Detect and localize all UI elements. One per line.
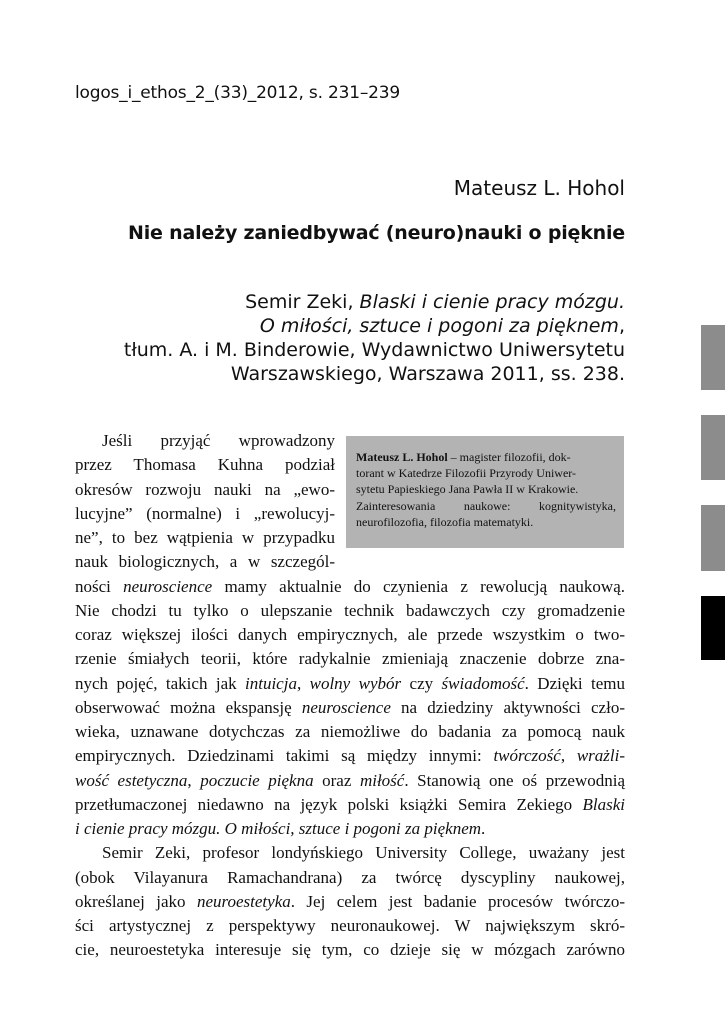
- bio-line: Zainteresowania naukowe: kognitywistyka,: [356, 498, 616, 513]
- body-line: empirycznych. Dziedzinami takimi są między innymi: twórczość, wrażli-: [75, 746, 626, 766]
- bib-line-3: tłum. A. i M. Binderowie, Wydawnictwo Uniwersytetu: [123, 339, 625, 361]
- article-author: Mateusz L. Hohol: [453, 176, 625, 200]
- body-line: rzenie śmiałych teorii, które radykalnie zmieniają znaczenie dobrze zna-: [75, 649, 625, 669]
- body-line: ści artystycznej z perspektywy neuronaukowej. W największym skró-: [75, 916, 625, 935]
- body-line: przetłumaczonej niedawno na język polski książki Semira Zekiego Blaski: [75, 794, 625, 814]
- bib-line-4: Warszawskiego, Warszawa 2011, ss. 238.: [230, 363, 625, 385]
- body-line: (obok Vilayanura Ramachandrana) za twórcę dyscypliny naukowej,: [75, 867, 625, 887]
- body-line: wość estetyczna, poczucie piękna oraz miłość. Stanowią one oś przewodnią: [75, 770, 626, 790]
- section-tab: [701, 505, 725, 571]
- body-line: obserwować można ekspansję neuroscience na dziedziny aktywności czło-: [75, 697, 625, 717]
- section-tab: [701, 415, 725, 480]
- bib-line-2: O miłości, sztuce i pogoni za pięknem,: [259, 315, 625, 337]
- body-line: Jeśli przyjąć wprowadzony: [102, 431, 335, 450]
- body-line: wieka, uznawane dotychczas za niemożliwe do badania za pomocą nauk: [75, 722, 625, 741]
- running-header: logos_i_ethos_2_(33)_2012, s. 231–239: [75, 83, 400, 103]
- body-line: Semir Zeki, profesor londyńskiego University College, uważany jest: [102, 843, 625, 863]
- bio-line: torant w Katedrze Filozofii Przyrody Uniwer-: [356, 466, 577, 481]
- body-line: i cienie pracy mózgu. O miłości, sztuce i pogoni za pięknem.: [75, 819, 486, 838]
- section-tab: [701, 325, 725, 390]
- body-line: przez Thomasa Kuhna podział: [75, 455, 335, 475]
- body-line: okresów rozwoju nauki na „ewo-: [75, 479, 335, 499]
- body-line: cie, neuroestetyka interesuje się tym, co dzieje się w mózgach zarówno: [75, 940, 625, 960]
- body-line: nych pojęć, takich jak intuicja, wolny wybór czy świadomość. Dzięki temu: [75, 673, 626, 693]
- bio-name: Mateusz L. Hohol: [356, 450, 448, 464]
- bio-line: sytetu Papieskiego Jana Pawła II w Krakowie.: [356, 482, 579, 497]
- reviewed-book-bibliography: [25, 290, 625, 386]
- body-line: określanej jako neuroestetyka. Jej celem jest badanie procesów twórczo-: [75, 891, 625, 911]
- author-bio-box: [346, 436, 624, 548]
- body-line: ne”, to bez wątpienia w przypadku: [75, 528, 335, 547]
- body-line: coraz większej ilości danych empirycznych, ale przede wszystkim o two-: [75, 625, 625, 644]
- body-line: nauk biologicznych, a w szczegól-: [75, 552, 335, 572]
- bio-line: neurofilozofia, filozofia matematyki.: [356, 514, 534, 529]
- body-line: Nie chodzi tu tylko o ulepszanie technik badawczych czy gromadzenie: [75, 600, 625, 620]
- article-title: Nie należy zaniedbywać (neuro)nauki o pięknie: [128, 222, 625, 244]
- bio-line: – magister filozofii, dok-: [447, 450, 571, 464]
- body-line: lucyjne” (normalne) i „rewolucyj-: [75, 503, 335, 523]
- body-line: ności neuroscience mamy aktualnie do czynienia z rewolucją naukową.: [75, 576, 626, 596]
- section-tab-active: [701, 596, 725, 660]
- bib-line-1: Semir Zeki, Blaski i cienie pracy mózgu.: [245, 291, 625, 313]
